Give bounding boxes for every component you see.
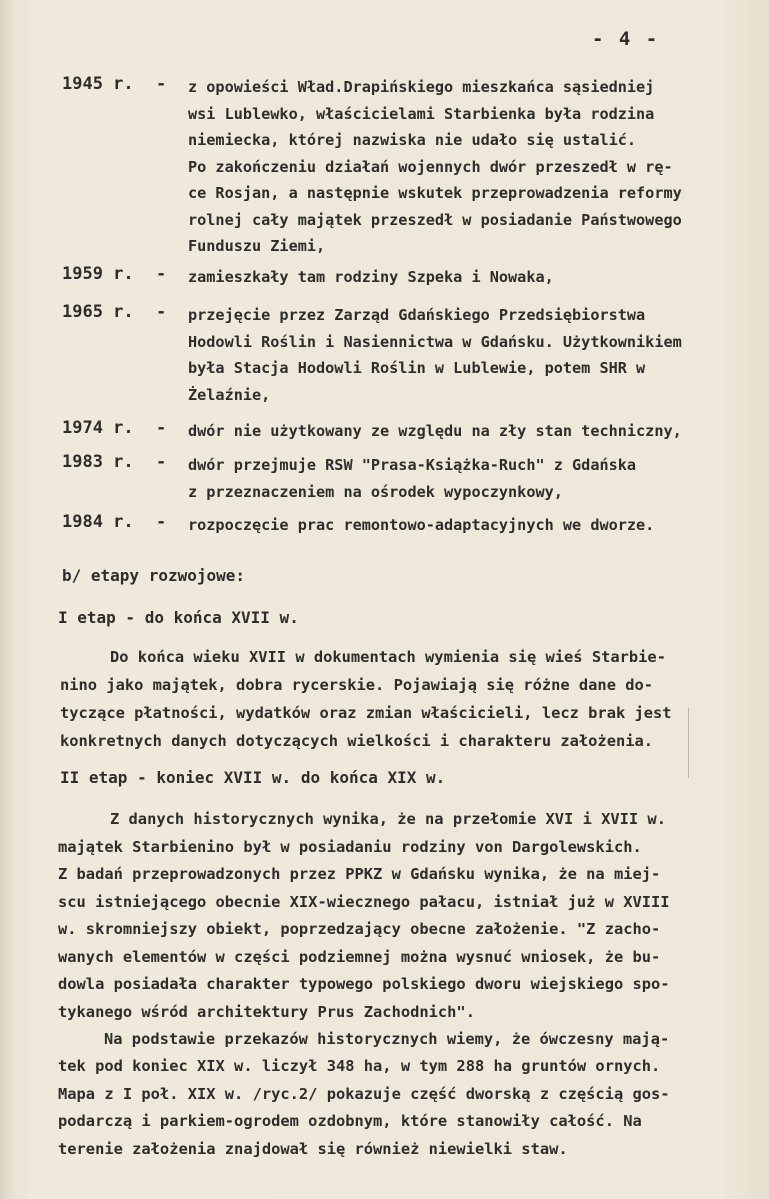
entry-text: z opowieści Wład.Drapińskiego mieszkańca sąsiedniej wsi Lublewko, właścicielami Starbienka była rodzina niemiecka, której nazwiska nie udało się ustalić. Po zakończeniu działań wojennych dwór przeszedł w rę- ce Rosjan, a następnie wskutek przeprowadzenia reformy rolnej cały majątek przeszedł w posiadanie Państwowego Funduszu Ziemi, <box>188 78 682 255</box>
stage-2-line: dowla posiadała charakter typowego polskiego dworu wiejskiego spo- <box>58 975 670 993</box>
stage-2-line: terenie założenia znajdował się również niewielki staw. <box>58 1140 568 1158</box>
entry-text: zamieszkały tam rodziny Szpeka i Nowaka, <box>188 268 554 286</box>
stage-2-line: Mapa z I poł. XIX w. /ryc.2/ pokazuje część dworską z częścią gos- <box>58 1085 670 1103</box>
entry-year: 1959 r. <box>62 264 134 284</box>
pen-mark <box>688 708 689 778</box>
stage-2-line: tykanego wśród architektury Prus Zachodnich". <box>58 1003 475 1021</box>
stage-1-line: tyczące płatności, wydatków oraz zmian właścicieli, lecz brak jest <box>60 704 672 722</box>
stage-2-line: Z badań przeprowadzonych przez PPKZ w Gdańsku wynika, że na miej- <box>58 865 661 883</box>
entry-text: przejęcie przez Zarząd Gdańskiego Przedsiębiorstwa Hodowli Roślin i Nasiennictwa w Gdańsku. Użytkownikiem była Stacja Hodowli Roślin w Lublewie, potem SHR w Żelaźnie, <box>188 306 682 404</box>
stage-2-heading: II etap - koniec XVII w. do końca XIX w. <box>60 768 446 787</box>
stage-2-line: podarczą i parkiem-ogrodem ozdobnym, które stanowiły całość. Na <box>58 1112 642 1130</box>
entry-dash: - <box>156 264 167 284</box>
stage-2-line: majątek Starbienino był w posiadaniu rodziny von Dargolewskich. <box>58 838 642 856</box>
entry-year: 1974 r. <box>62 418 134 438</box>
entry-dash: - <box>156 452 167 472</box>
entry-dash: - <box>156 302 167 322</box>
entry-dash: - <box>156 512 167 532</box>
stage-2-line: Na podstawie przekazów historycznych wiemy, że ówczesny mają- <box>104 1030 670 1048</box>
stage-2-line: scu istniejącego obecnie XIX-wiecznego pałacu, istniał już w XVIII <box>58 893 670 911</box>
entry-year: 1983 r. <box>62 452 134 472</box>
stage-1-line: Do końca wieku XVII w dokumentach wymienia się wieś Starbie- <box>110 648 666 666</box>
entry-dash: - <box>156 74 167 94</box>
stage-1-heading: I etap - do końca XVII w. <box>58 608 299 627</box>
stage-2-line: wanych elementów w części podziemnej można wysnuć wniosek, że bu- <box>58 948 661 966</box>
entry-year: 1965 r. <box>62 302 134 322</box>
stage-1-line: konkretnych danych dotyczących wielkości i charakteru założenia. <box>60 732 654 750</box>
page-number: - 4 - <box>592 28 660 50</box>
stage-2-line: tek pod koniec XIX w. liczył 348 ha, w tym 288 ha gruntów ornych. <box>58 1057 661 1075</box>
entry-text: rozpoczęcie prac remontowo-adaptacyjnych we dworze. <box>188 516 655 534</box>
entry-text: dwór przejmuje RSW "Prasa-Książka-Ruch" z Gdańska z przeznaczeniem na ośrodek wypoczynkowy, <box>188 456 637 501</box>
stage-2-line: Z danych historycznych wynika, że na przełomie XVI i XVII w. <box>110 810 666 828</box>
entry-year: 1945 r. <box>62 74 134 94</box>
stage-1-line: nino jako majątek, dobra rycerskie. Pojawiają się różne dane do- <box>60 676 654 694</box>
section-b-heading: b/ etapy rozwojowe: <box>62 566 246 585</box>
stage-2-line: w. skromniejszy obiekt, poprzedzający obecne założenie. "Z zacho- <box>58 920 661 938</box>
entry-dash: - <box>156 418 167 438</box>
entry-text: dwór nie użytkowany ze względu na zły stan techniczny, <box>188 422 682 440</box>
entry-year: 1984 r. <box>62 512 134 532</box>
